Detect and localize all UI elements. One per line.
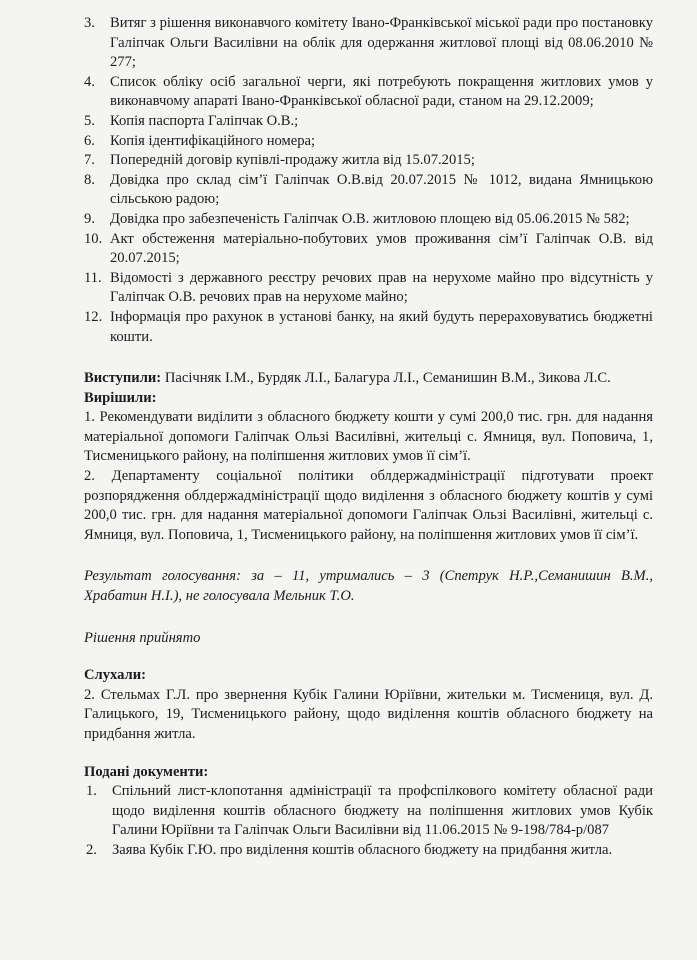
list-item: 1. Спільний лист-клопотання адміністрації та профспілкового комітету обласної ради щодо виділення коштів обласного бюджету на поліпшення житлових умов Кубік Галини Юріївни та Галіпчак Ольги Василівни від 11.06.2015 № 9-198/784-р/087 (86, 783, 653, 839)
documents-list (84, 14, 653, 347)
speakers-paragraph (84, 369, 653, 389)
submitted-documents-label: Подані документи: (84, 763, 209, 780)
heard-text: 2. Стельмах Г.Л. про звернення Кубік Галини Юріївни, жительки м. Тисмениця, вул. Д. Галицького, 19, Тисменицького району, щодо виділення коштів обласного бюджету на придбання житла. (84, 686, 653, 742)
list-item: 5. Копія паспорта Галіпчак О.В.; (84, 112, 299, 129)
vote-result: Результат голосування: за – 11, утримались – 3 (Спетрук Н.Р.,Семанишин В.М., Храбатин Н.І.), не голосувала Мельник Т.О. (84, 568, 653, 605)
list-item: 2. Заява Кубік Г.Ю. про виділення коштів обласного бюджету на придбання житла. (86, 841, 613, 858)
list-item: 10. Акт обстеження матеріально-побутових умов проживання сім’ї Галіпчак О.В. від 20.07.2015; (84, 230, 653, 267)
list-item: 8. Довідка про склад сім’ї Галіпчак О.В.від 20.07.2015 № 1012, видана Ямницькою сільською радою; (84, 171, 653, 208)
list-item: 6. Копія ідентифікаційного номера; (84, 132, 316, 149)
list-item: 3. Витяг з рішення виконавчого комітету Івано-Франківської міської ради про постановку Галіпчак Ольги Василівни на облік для одержання житлової площі від 08.06.2010 № 277; (84, 15, 653, 71)
heard-label: Слухали: (84, 667, 147, 684)
speakers-label: Виступили: (84, 370, 162, 387)
submitted-documents-list (84, 782, 653, 860)
speakers-text: Пасічняк І.М., Бурдяк Л.І., Балагура Л.І., Семанишин В.М., Зикова Л.С. (164, 370, 611, 387)
decided-label: Вирішили: (84, 389, 157, 406)
decision-accepted: Рішення прийнято (84, 629, 201, 646)
list-item: 9. Довідка про забезпеченість Галіпчак О.В. житловою площею від 05.06.2015 № 582; (84, 210, 630, 227)
list-item: 11. Відомості з державного реєстру речових прав на нерухоме майно про відсутність у Галіпчак О.В. речових прав на нерухоме майно; (84, 269, 653, 306)
list-item: 12. Інформація про рахунок в установі банку, на який будуть перераховуватись бюджетні кошти. (84, 308, 653, 345)
decision-point-1: 1. Рекомендувати виділити з обласного бюджету кошти у сумі 200,0 тис. грн. для надання матеріальної допомоги Галіпчак Ользі Василівні, жительці с. Ямниця, вул. Поповича, 1, Тисменицького району, на поліпшення житлових умов її сім’ї. (84, 409, 653, 465)
list-item: 4. Список обліку осіб загальної черги, які потребують покращення житлових умов у виконавчому апараті Івано-Франківської обласної ради, станом на 29.12.2009; (84, 73, 653, 110)
list-item: 7. Попередній договір купівлі-продажу житла від 15.07.2015; (84, 152, 475, 169)
decision-point-2: 2. Департаменту соціальної політики облдержадміністрації підготувати проект розпорядження облдержадміністрації щодо виділення з обласного бюджету коштів у сумі 200,0 тис. грн. для надання матеріальної допомоги Галіпчак Ользі Василівні, жительці с. Ямниця, вул. Поповича, 1, Тисменицького району, на поліпшення житлових умов її сім’ї. (84, 468, 653, 543)
